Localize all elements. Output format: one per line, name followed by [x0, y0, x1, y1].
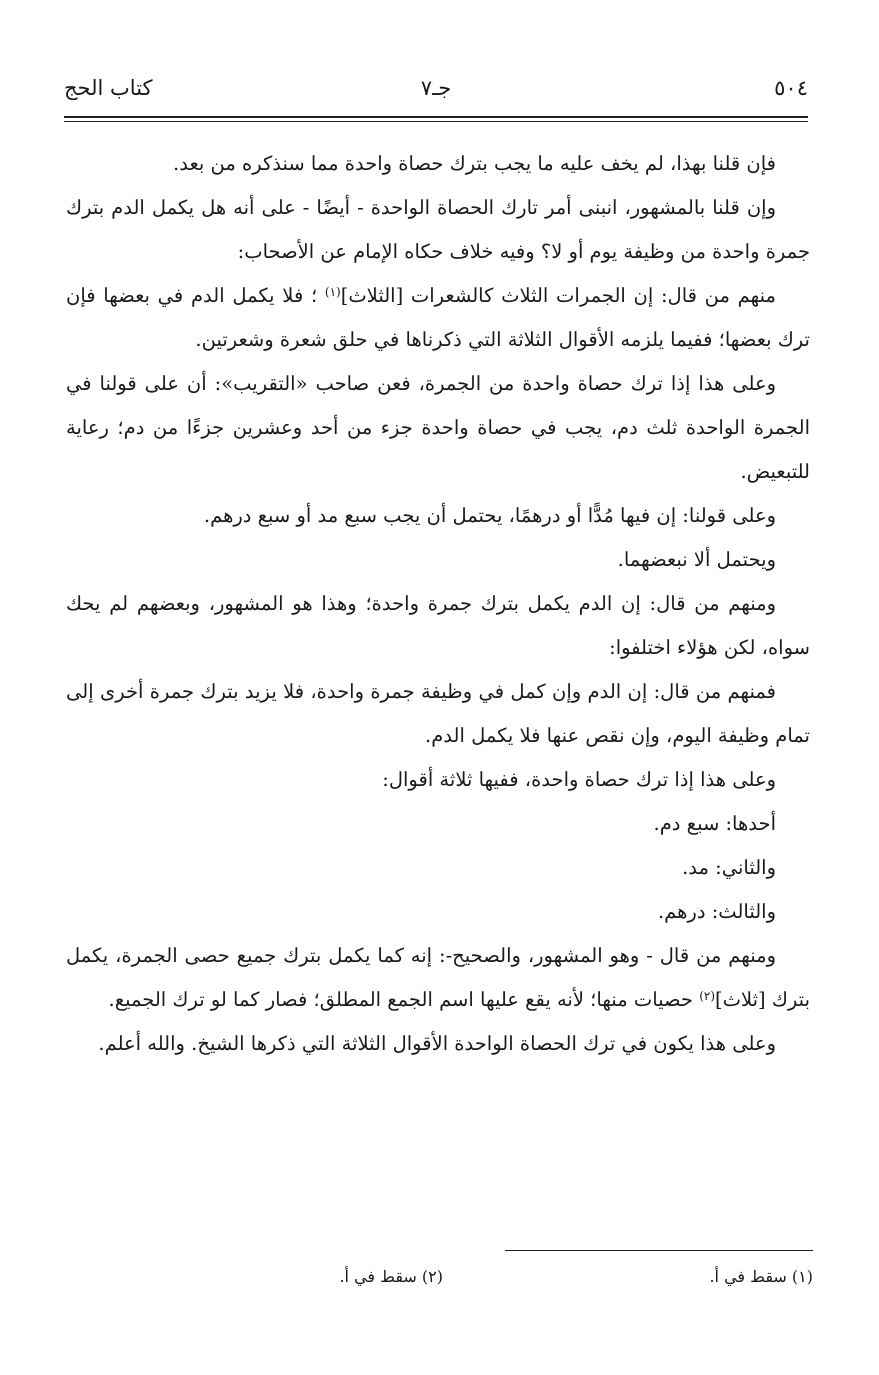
main-text	[66, 142, 810, 1066]
list-item: والثاني: مد.	[682, 856, 776, 879]
list-item: أحدها: سبع دم.	[653, 812, 776, 835]
paragraph: فمنهم من قال: إن الدم وإن كمل في وظيفة جمرة واحدة، فلا يزيد بترك جمرة أخرى إلى تمام وظيفة اليوم، وإن نقص عنها فلا يكمل الدم.	[66, 680, 810, 747]
footnotes	[69, 1262, 813, 1292]
paragraph	[66, 274, 810, 362]
footnote-1: (١) سقط في أ.	[709, 1267, 813, 1286]
paragraph	[66, 934, 810, 1022]
paragraph: وعلى هذا إذا ترك حصاة واحدة، ففيها ثلاثة أقوال:	[382, 768, 776, 791]
paragraph: وعلى هذا إذا ترك حصاة واحدة من الجمرة، فعن صاحب «التقريب»: أن على قولنا في الجمرة الواحدة ثلث دم، يجب في حصاة واحدة جزء من أحد وعشرين جزءًا من دم؛ رعاية للتبعيض.	[66, 372, 810, 483]
paragraph-text: منهم من قال: إن الجمرات الثلاث كالشعرات [الثلاث]	[340, 284, 776, 307]
paragraph: وعلى قولنا: إن فيها مُدًّا أو درهمًا، يحتمل أن يجب سبع مد أو سبع درهم.	[203, 504, 776, 527]
paragraph-text: حصيات منها؛ لأنه يقع عليها اسم الجمع المطلق؛ فصار كما لو ترك الجميع.	[108, 988, 700, 1011]
book-title: كتاب الحج	[64, 76, 153, 100]
paragraph: وإن قلنا بالمشهور، انبنى أمر تارك الحصاة الواحدة - أيضًا - على أنه هل يكمل الدم بترك جمرة واحدة من وظيفة يوم أو لا؟ وفيه خلاف حكاه الإمام عن الأصحاب:	[66, 196, 810, 263]
footnote-ref[interactable]: (١)	[324, 285, 341, 299]
volume-label: جـ٧	[420, 76, 452, 100]
paragraph: ومنهم من قال: إن الدم يكمل بترك جمرة واحدة؛ وهذا هو المشهور، وبعضهم لم يحك سواه، لكن هؤلاء اختلفوا:	[66, 592, 810, 659]
header-rule-thin	[64, 121, 808, 122]
paragraph: فإن قلنا بهذا، لم يخف عليه ما يجب بترك حصاة واحدة مما سنذكره من بعد.	[173, 152, 776, 175]
running-header	[64, 70, 808, 110]
list-item: والثالث: درهم.	[657, 900, 776, 923]
header-rule-thick	[64, 116, 808, 118]
page-number: ٥٠٤	[774, 76, 808, 100]
footnote-2: (٢) سقط في أ.	[339, 1267, 443, 1286]
paragraph-text: ومنهم من قال - وهو المشهور، والصحيح-: إنه كما يكمل بترك جميع حصى الجمرة، يكمل بترك [ثلاث]	[66, 944, 810, 1011]
paragraph: وعلى هذا يكون في ترك الحصاة الواحدة الأقوال الثلاثة التي ذكرها الشيخ. والله أعلم.	[98, 1032, 776, 1055]
footnote-ref[interactable]: (٢)	[699, 989, 716, 1003]
paragraph-text: ؛ فلا يكمل الدم في بعضها فإن ترك بعضها؛ ففيما يلزمه الأقوال الثلاثة التي ذكرناها في حلق شعرة وشعرتين.	[66, 284, 810, 351]
paragraph: ويحتمل ألا نبعضهما.	[617, 548, 776, 571]
footnote-separator	[505, 1250, 813, 1251]
